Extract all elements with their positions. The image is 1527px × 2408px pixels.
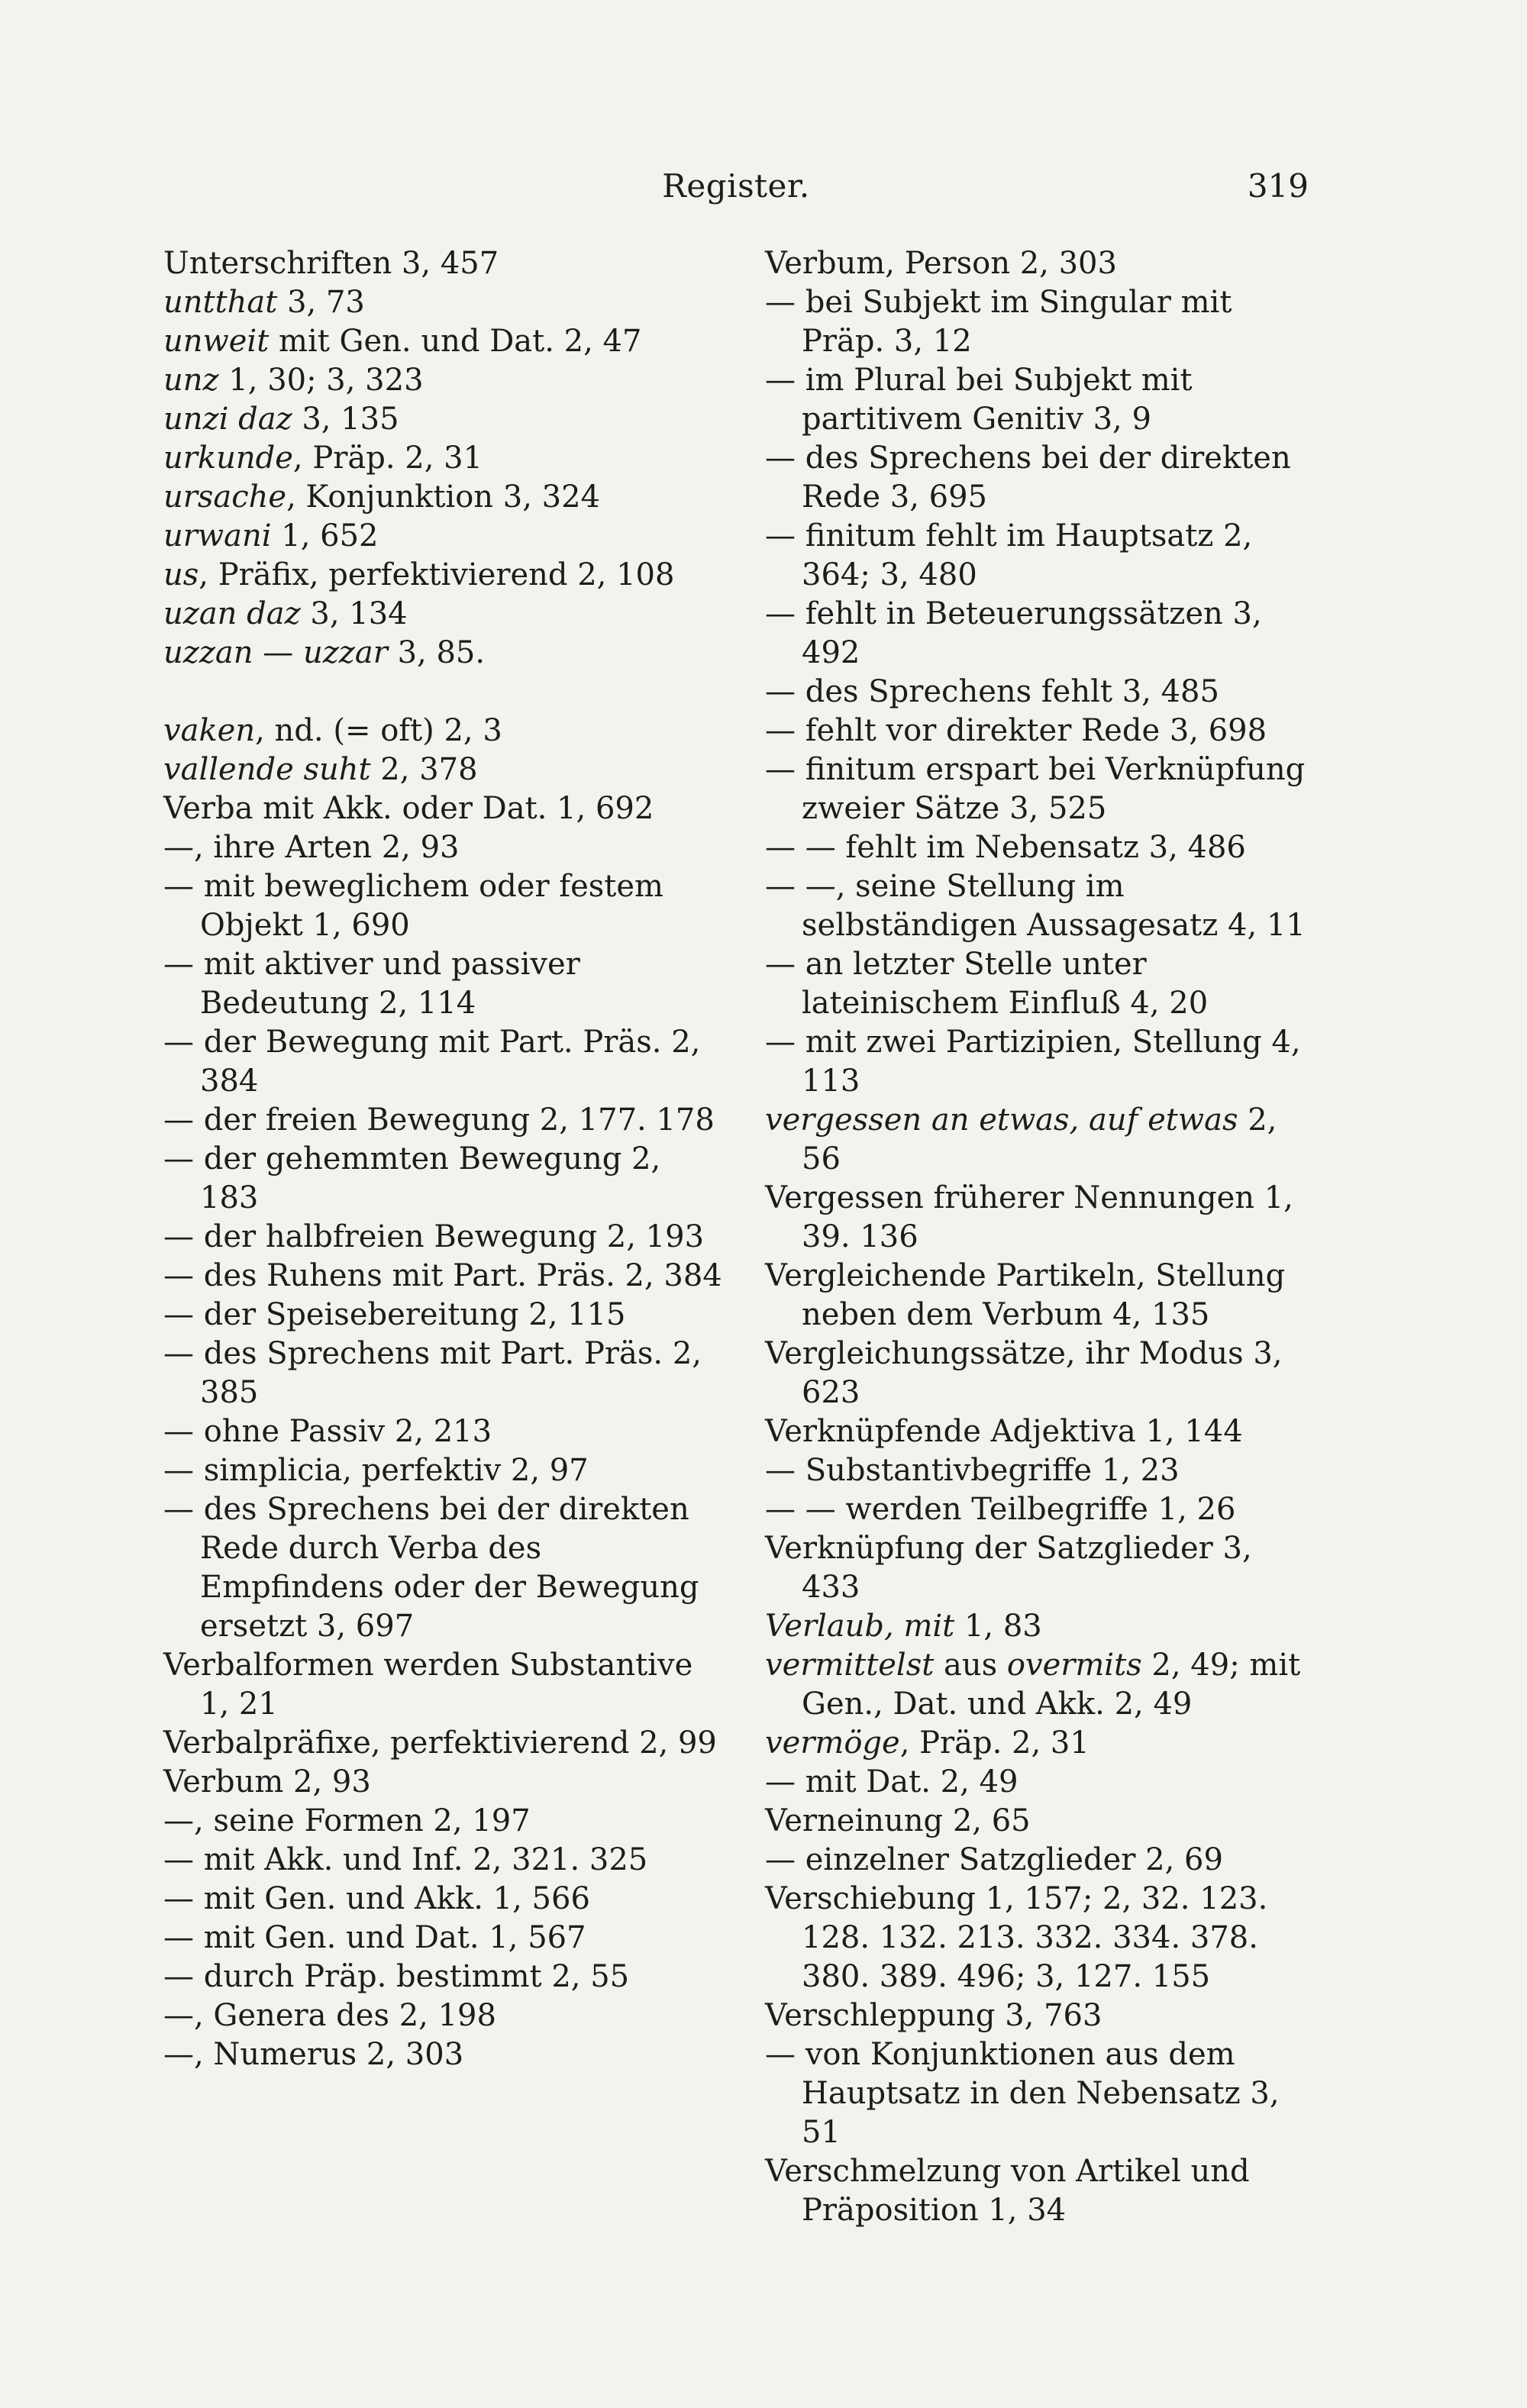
index-entry xyxy=(765,2152,1309,2230)
entry-text: — des Sprechens bei der direkten Rede 3, 695 xyxy=(765,441,1291,515)
entry-text: unweit xyxy=(163,324,270,359)
entry-text: — finitum fehlt im Hauptsatz 2, 364; 3, 480 xyxy=(765,518,1253,592)
entry-text: — mit beweglichem oder festem Objekt 1, 690 xyxy=(163,869,663,943)
index-entry xyxy=(765,1335,1309,1412)
entry-text: — mit Gen. und Dat. 1, 567 xyxy=(163,1920,586,1955)
entry-text: 3, 73 xyxy=(277,285,365,320)
entry-text: — mit Dat. 2, 49 xyxy=(765,1764,1019,1800)
index-entry xyxy=(765,1257,1309,1335)
index-entry xyxy=(765,1763,1309,1802)
entry-text: 2, 49; mit Gen., Dat. und Akk. 2, 49 xyxy=(802,1648,1301,1722)
entry-text: 3, 135 xyxy=(292,402,399,437)
entry-text: ursache xyxy=(163,479,287,515)
index-entry xyxy=(765,1023,1309,1101)
index-entry xyxy=(765,244,1309,283)
index-entry xyxy=(163,867,725,945)
page-header xyxy=(163,162,1309,211)
index-entry xyxy=(163,1490,725,1646)
entry-text: 1, 30; 3, 323 xyxy=(218,363,424,398)
entry-text: uzan daz xyxy=(163,596,301,631)
index-entry xyxy=(765,945,1309,1023)
entry-text: — Substantivbegriffe 1, 23 xyxy=(765,1453,1180,1488)
entry-text: — finitum erspart bei Verknüpfung zweier Sätze 3, 525 xyxy=(765,752,1306,826)
entry-text: — der freien Bewegung 2, 177. 178 xyxy=(163,1102,715,1138)
index-entry xyxy=(765,1451,1309,1490)
entry-text: Verschmelzung von Artikel und Präposition 1, 34 xyxy=(765,2154,1250,2228)
entry-text: — bei Subjekt im Singular mit Präp. 3, 12 xyxy=(765,285,1232,359)
index-entry xyxy=(163,1996,725,2035)
entry-text: —, ihre Arten 2, 93 xyxy=(163,830,460,865)
index-entry xyxy=(765,1880,1309,1996)
index-entry xyxy=(163,1802,725,1841)
index-entry xyxy=(163,1218,725,1257)
index-entry xyxy=(163,1451,725,1490)
entry-text: Verbum, Person 2, 303 xyxy=(765,246,1117,281)
entry-text: vaken xyxy=(163,713,256,748)
index-entry xyxy=(163,517,725,556)
index-entry xyxy=(765,1529,1309,1607)
index-entry xyxy=(163,595,725,634)
index-entry xyxy=(765,1724,1309,1763)
entry-text: — —, seine Stellung im selbständigen Aussagesatz 4, 11 xyxy=(765,869,1306,943)
entry-text: Verbum 2, 93 xyxy=(163,1764,371,1800)
index-entry xyxy=(765,1996,1309,2035)
entry-text: Verba mit Akk. oder Dat. 1, 692 xyxy=(163,791,654,826)
entry-text: —, Numerus 2, 303 xyxy=(163,2037,464,2072)
entry-text: 2, 378 xyxy=(370,752,478,787)
index-entry xyxy=(163,1296,725,1335)
entry-text: — — fehlt im Nebensatz 3, 486 xyxy=(765,830,1246,865)
entry-text: — des Sprechens fehlt 3, 485 xyxy=(765,674,1219,709)
entry-text: Vergleichende Partikeln, Stellung neben dem Verbum 4, 135 xyxy=(765,1258,1286,1332)
index-entry xyxy=(163,1412,725,1451)
index-entry xyxy=(163,1101,725,1140)
index-entry xyxy=(765,1179,1309,1257)
index-entry xyxy=(163,789,725,828)
index-column-left xyxy=(163,244,725,2074)
index-entry xyxy=(163,322,725,361)
entry-text: — mit Gen. und Akk. 1, 566 xyxy=(163,1881,590,1916)
entry-text: —, seine Formen 2, 197 xyxy=(163,1803,531,1838)
entry-text: — des Sprechens bei der direkten Rede durch Verba des Empfindens oder der Bewegung ersetzt 3, 697 xyxy=(163,1492,699,1644)
entry-text: — fehlt in Beteuerungssätzen 3, 492 xyxy=(765,596,1262,670)
index-entry xyxy=(765,750,1309,828)
entry-text: , Präp. 2, 31 xyxy=(292,441,483,476)
entry-text: Unterschriften 3, 457 xyxy=(163,246,499,281)
entry-text: overmits xyxy=(1006,1648,1142,1683)
index-entry xyxy=(765,1802,1309,1841)
index-column-right xyxy=(765,244,1309,2230)
index-entry xyxy=(163,1841,725,1880)
entry-text: —, Genera des 2, 198 xyxy=(163,1998,496,2033)
entry-text: — der Bewegung mit Part. Präs. 2, 384 xyxy=(163,1025,701,1099)
entry-text: — des Ruhens mit Part. Präs. 2, 384 xyxy=(163,1258,722,1293)
entry-text: — simplicia, perfektiv 2, 97 xyxy=(163,1453,589,1488)
index-entry xyxy=(765,1841,1309,1880)
entry-text: untthat xyxy=(163,285,278,320)
index-entry xyxy=(163,1023,725,1101)
index-entry xyxy=(163,361,725,400)
index-entry xyxy=(163,634,725,673)
entry-text: Vergleichungssätze, ihr Modus 3, 623 xyxy=(765,1336,1283,1410)
entry-text: uzzan xyxy=(163,635,253,670)
entry-text: — mit aktiver und passiver Bedeutung 2, 114 xyxy=(163,947,580,1021)
page-number: 319 xyxy=(1247,167,1309,205)
entry-text: unzi daz xyxy=(163,402,292,437)
entry-text: Verbalformen werden Substantive 1, 21 xyxy=(163,1648,693,1722)
index-entry xyxy=(163,478,725,517)
index-entry xyxy=(765,1607,1309,1646)
index-entry xyxy=(765,2035,1309,2152)
index-entry xyxy=(163,244,725,283)
running-title: Register. xyxy=(662,167,810,205)
index-entry xyxy=(765,595,1309,673)
entry-text: uzzar xyxy=(302,635,388,670)
index-entry xyxy=(163,1140,725,1218)
entry-text: Verbalpräfixe, perfektivierend 2, 99 xyxy=(163,1725,717,1761)
entry-text: — des Sprechens mit Part. Präs. 2, 385 xyxy=(163,1336,702,1410)
entry-text: vergessen an etwas, auf etwas xyxy=(765,1102,1238,1138)
entry-text: — ohne Passiv 2, 213 xyxy=(163,1414,492,1449)
index-entry xyxy=(163,828,725,867)
index-entry xyxy=(765,361,1309,439)
index-entry xyxy=(163,750,725,789)
entry-text: 2, 56 xyxy=(802,1102,1277,1177)
entry-text: — der gehemmten Bewegung 2, 183 xyxy=(163,1141,661,1215)
entry-text: — von Konjunktionen aus dem Hauptsatz in den Nebensatz 3, 51 xyxy=(765,2037,1280,2150)
index-entry xyxy=(765,828,1309,867)
entry-text: Verschiebung 1, 157; 2, 32. 123. 128. 132. 213. 332. 334. 378. 380. 389. 496; 3, 127. 155 xyxy=(765,1881,1268,1994)
entry-text: Verschleppung 3, 763 xyxy=(765,1998,1102,2033)
entry-text: Verknüpfung der Satzglieder 3, 433 xyxy=(765,1531,1252,1605)
entry-text: — — werden Teilbegriffe 1, 26 xyxy=(765,1492,1236,1527)
entry-text: mit Gen. und Dat. 2, 47 xyxy=(269,324,642,359)
entry-text: — mit zwei Partizipien, Stellung 4, 113 xyxy=(765,1025,1301,1099)
entry-text: aus xyxy=(934,1648,1007,1683)
index-entry xyxy=(163,1335,725,1412)
index-entry xyxy=(765,439,1309,517)
entry-text: Verlaub, mit xyxy=(765,1609,955,1644)
entry-text: Verneinung 2, 65 xyxy=(765,1803,1031,1838)
index-entry xyxy=(163,283,725,322)
entry-text: unz xyxy=(163,363,219,398)
index-entry xyxy=(765,1490,1309,1529)
index-entry xyxy=(163,439,725,478)
entry-text: — mit Akk. und Inf. 2, 321. 325 xyxy=(163,1842,648,1877)
index-entry xyxy=(765,867,1309,945)
entry-text: vermöge xyxy=(765,1725,900,1761)
entry-text: Vergessen früherer Nennungen 1, 39. 136 xyxy=(765,1180,1293,1254)
index-entry xyxy=(163,1763,725,1802)
entry-text: us xyxy=(163,557,199,592)
index-entry xyxy=(765,283,1309,361)
entry-text: — der halbfreien Bewegung 2, 193 xyxy=(163,1219,705,1254)
index-entry xyxy=(163,945,725,1023)
entry-text: — einzelner Satzglieder 2, 69 xyxy=(765,1842,1223,1877)
entry-text: 1, 83 xyxy=(954,1609,1042,1644)
index-entry xyxy=(163,1958,725,1996)
index-entry xyxy=(163,1919,725,1958)
index-entry xyxy=(163,400,725,439)
index-entry xyxy=(163,1880,725,1919)
entry-text: , Konjunktion 3, 324 xyxy=(286,479,600,515)
entry-text: urkunde xyxy=(163,441,293,476)
entry-text: Verknüpfende Adjektiva 1, 144 xyxy=(765,1414,1243,1449)
index-entry xyxy=(765,1101,1309,1179)
entry-text: — an letzter Stelle unter lateinischem Einfluß 4, 20 xyxy=(765,947,1209,1021)
index-entry xyxy=(163,712,725,750)
index-entry xyxy=(163,1257,725,1296)
index-entry xyxy=(163,556,725,595)
index-entry xyxy=(765,673,1309,712)
entry-text: , Präfix, perfektivierend 2, 108 xyxy=(199,557,675,592)
index-entry xyxy=(765,712,1309,750)
index-entry xyxy=(765,1412,1309,1451)
index-entry xyxy=(163,1724,725,1763)
entry-text: , Präp. 2, 31 xyxy=(899,1725,1090,1761)
entry-text: 3, 85. xyxy=(387,635,486,670)
index-entry xyxy=(765,1646,1309,1724)
entry-text: — fehlt vor direkter Rede 3, 698 xyxy=(765,713,1267,748)
entry-text: vermittelst xyxy=(765,1648,935,1683)
index-entry xyxy=(163,1646,725,1724)
entry-text: , nd. (= oft) 2, 3 xyxy=(255,713,502,748)
entry-text: 1, 652 xyxy=(271,518,379,554)
entry-text: 3, 134 xyxy=(300,596,408,631)
entry-text: — durch Präp. bestimmt 2, 55 xyxy=(163,1959,630,1994)
index-entry xyxy=(163,2035,725,2074)
entry-text: — xyxy=(253,635,303,670)
entry-text: — der Speisebereitung 2, 115 xyxy=(163,1297,626,1332)
index-entry xyxy=(765,517,1309,595)
entry-text: — im Plural bei Subjekt mit partitivem Genitiv 3, 9 xyxy=(765,363,1193,437)
entry-text: urwani xyxy=(163,518,272,554)
entry-text: vallende suht xyxy=(163,752,371,787)
